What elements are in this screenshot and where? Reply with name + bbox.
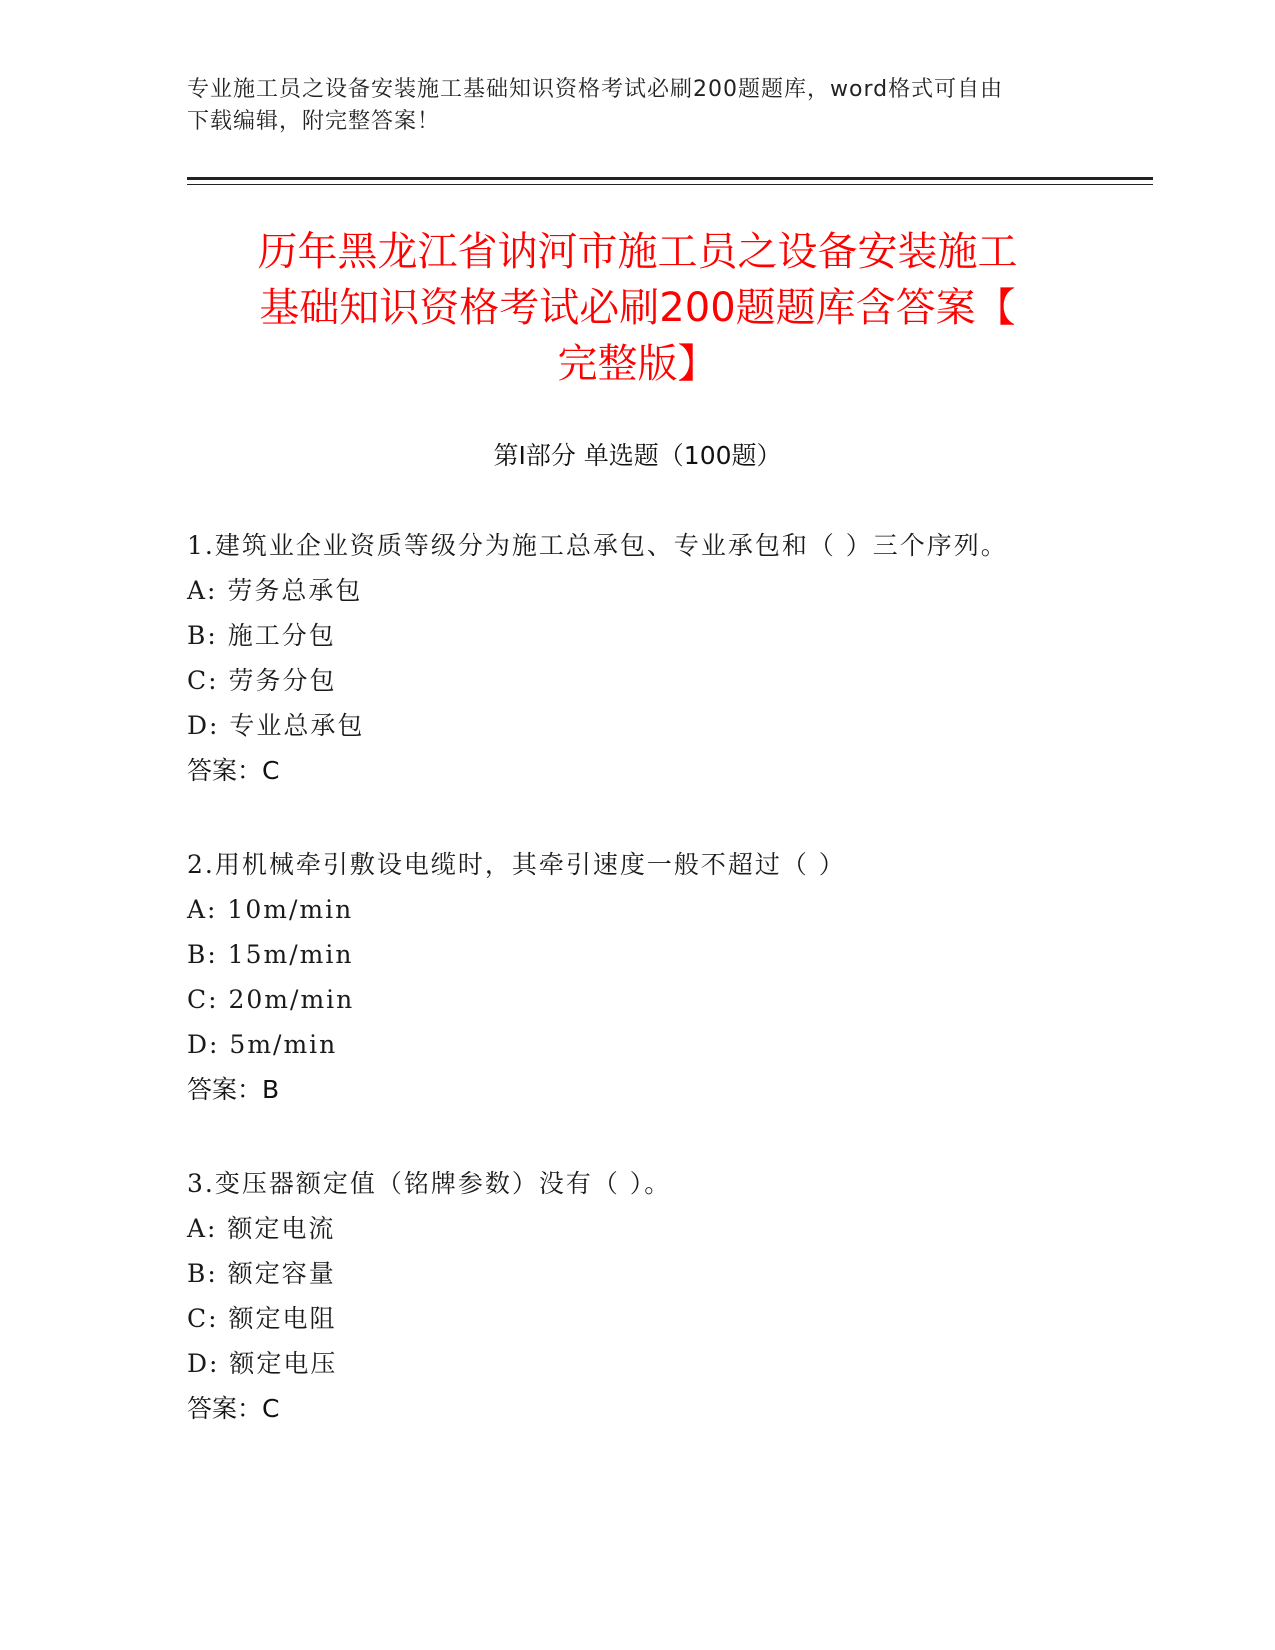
option-a: A: 额定电流 [187,1214,336,1243]
document-title [150,224,1125,392]
option-d: D: 5m/min [187,1030,338,1059]
option-b: B: 额定容量 [187,1259,336,1288]
document-title-line-2: 基础知识资格考试必刷200题题库含答案【 [259,285,1016,331]
option-b: B: 15m/min [187,940,354,969]
option-c: C: 额定电阻 [187,1304,337,1333]
document-title-line-3: 完整版】 [557,341,718,387]
option-b: B: 施工分包 [187,621,336,650]
header-note [187,74,1087,138]
header-note-line-1: 专业施工员之设备安装施工基础知识资格考试必刷200题题库，word格式可自由 [187,77,1004,102]
header-divider-thin [187,184,1153,185]
option-d: D: 额定电压 [187,1349,338,1378]
question-2 [187,842,1147,1112]
header-divider-thick [187,177,1153,180]
question-stem: 1.建筑业企业资质等级分为施工总承包、专业承包和（ ）三个序列。 [187,531,1008,560]
option-d: D: 专业总承包 [187,711,365,740]
question-stem: 2.用机械牵引敷设电缆时，其牵引速度一般不超过（ ） [187,850,846,879]
question-stem: 3.变压器额定值（铭牌参数）没有（ ）。 [187,1169,672,1198]
answer: 答案：C [187,1394,280,1423]
option-a: A: 10m/min [187,895,354,924]
option-a: A: 劳务总承包 [187,576,363,605]
document-title-line-1: 历年黑龙江省讷河市施工员之设备安装施工 [257,229,1018,275]
option-c: C: 20m/min [187,985,355,1014]
option-c: C: 劳务分包 [187,666,337,695]
answer: 答案：C [187,756,280,785]
answer: 答案：B [187,1075,280,1104]
header-note-line-2: 下载编辑，附完整答案！ [187,109,441,134]
section-heading: 第Ⅰ部分 单选题（100题） [493,441,782,470]
question-1 [187,523,1147,793]
question-3 [187,1161,1147,1431]
